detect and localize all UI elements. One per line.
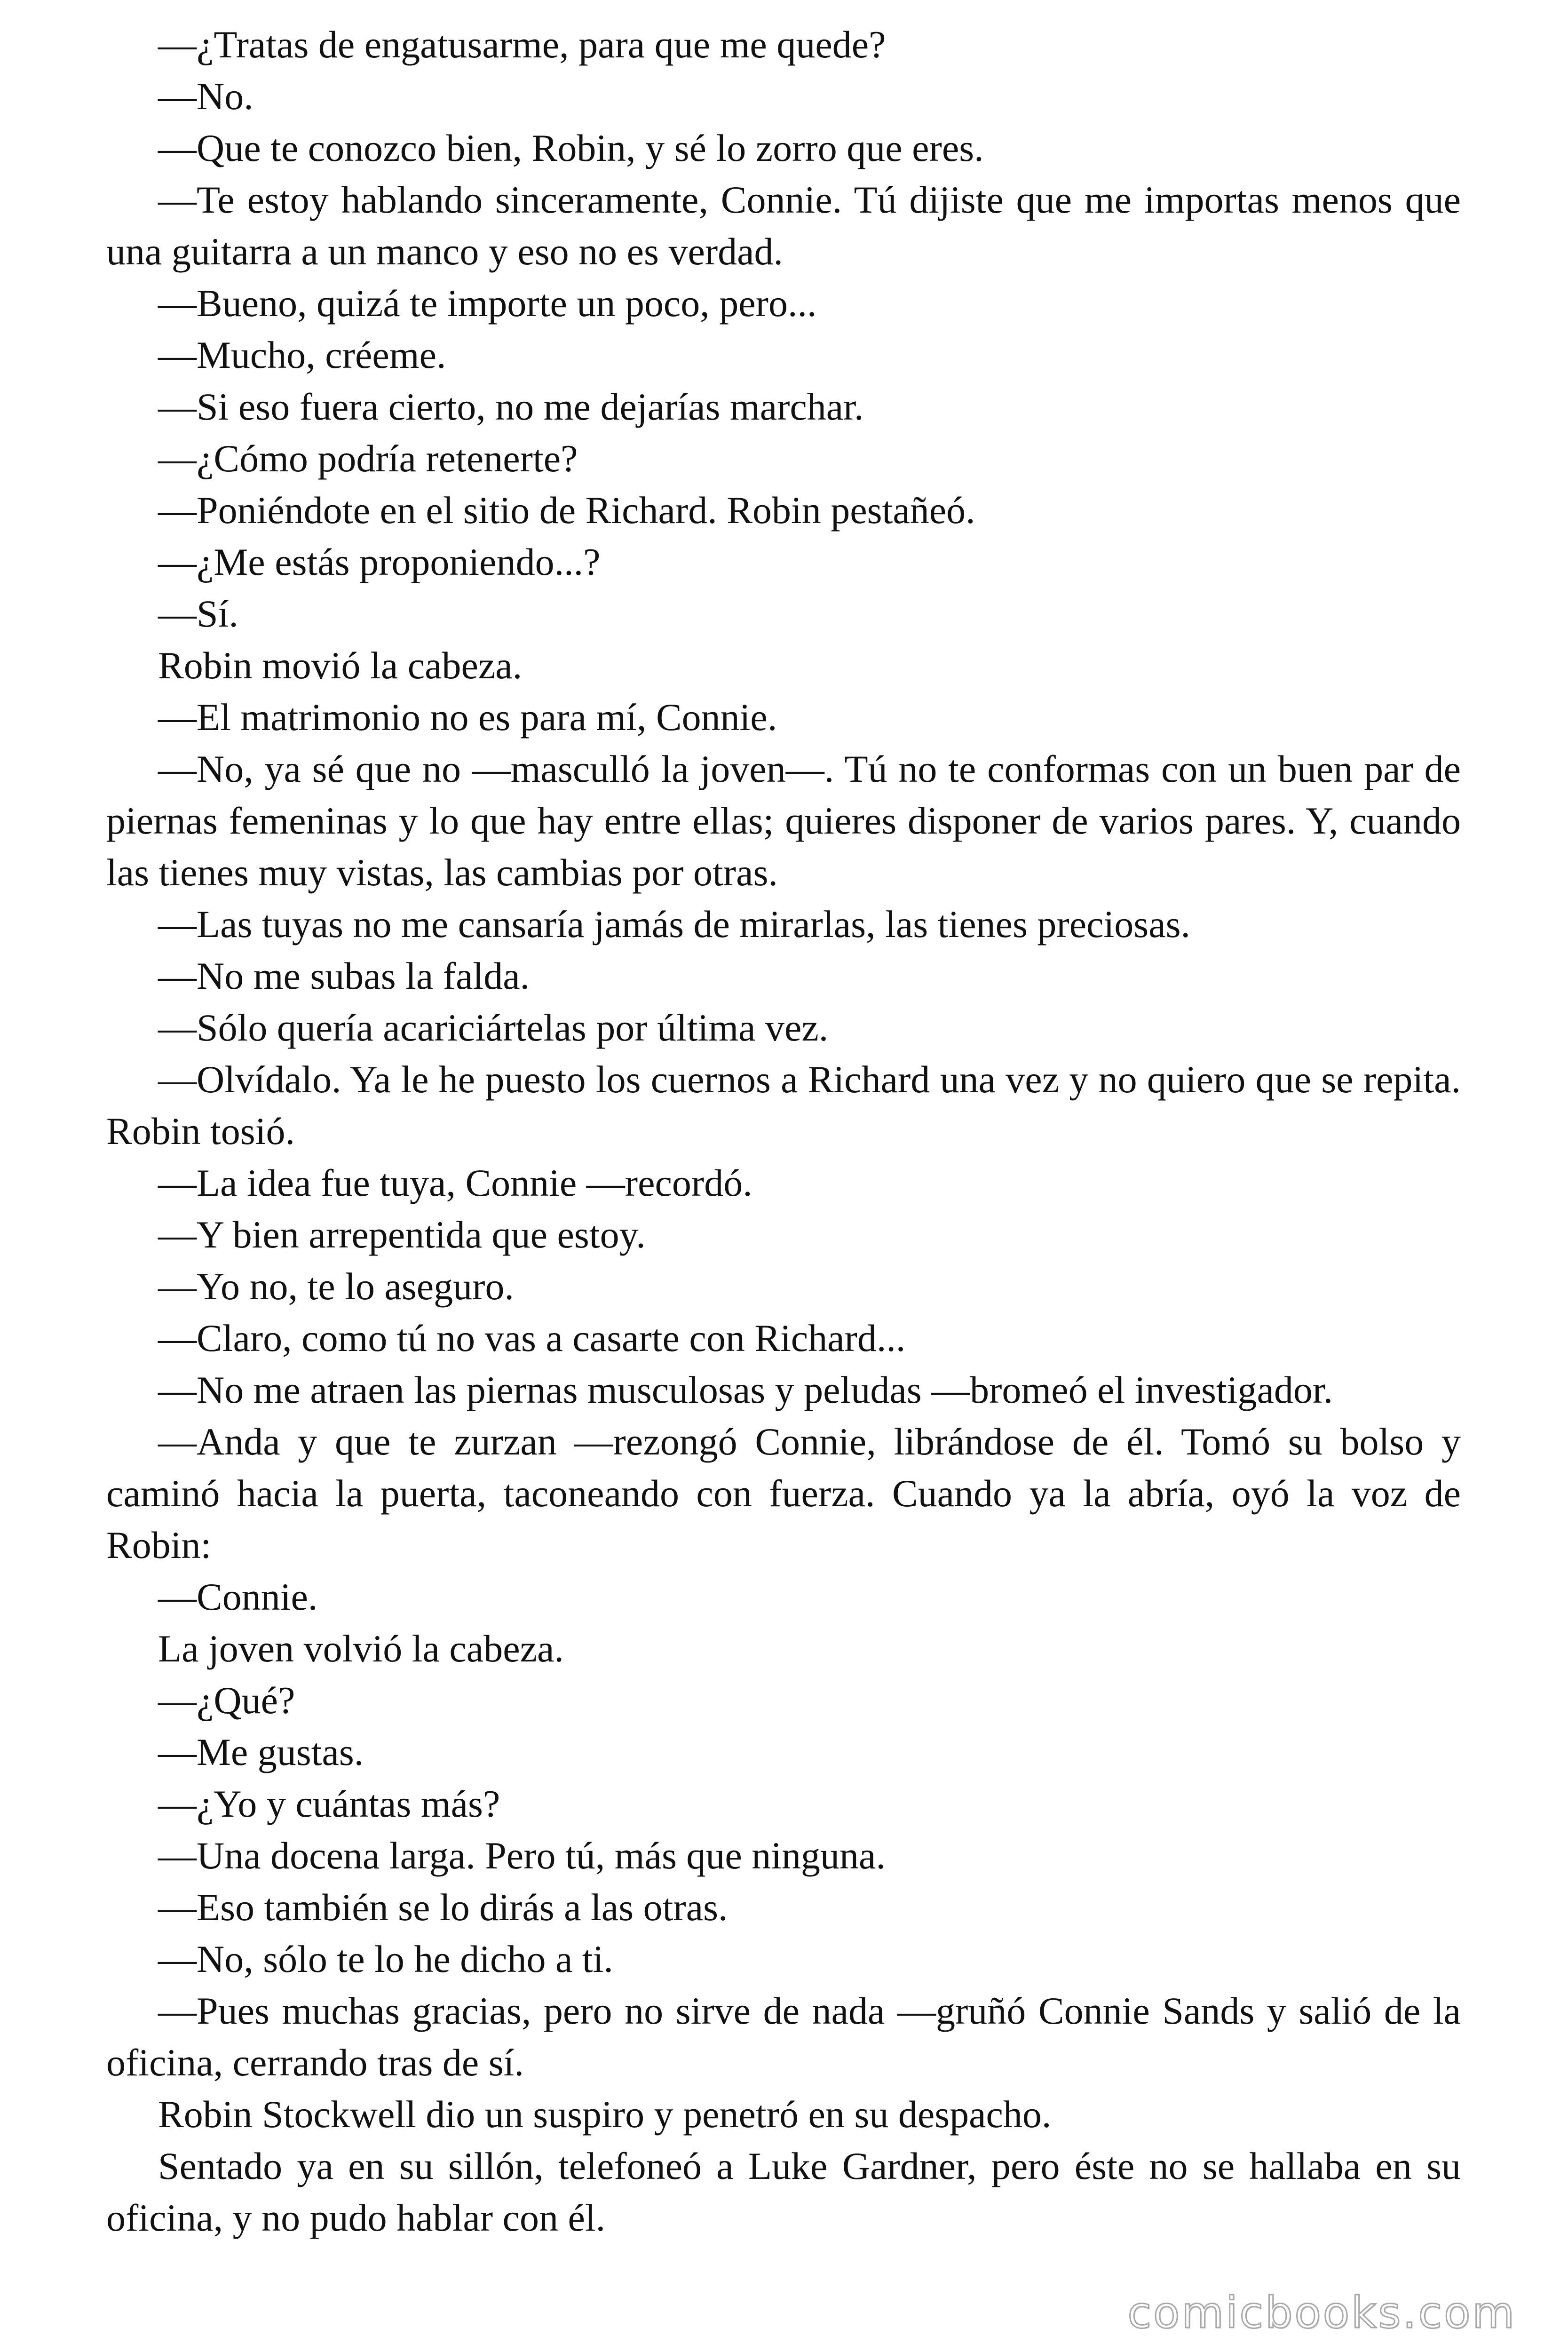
paragraph: Robin movió la cabeza. [158,644,523,687]
paragraph: —¿Yo y cuántas más? [158,1782,500,1825]
paragraph: —Y bien arrepentida que estoy. [158,1213,646,1256]
paragraph: —Que te conozco bien, Robin, y sé lo zorro que eres. [158,127,984,169]
paragraph: —Connie. [158,1575,318,1618]
paragraph: —Claro, como tú no vas a casarte con Richard... [158,1317,906,1359]
paragraph: Robin Stockwell dio un suspiro y penetró en su despacho. [158,2093,1052,2136]
paragraph: —Si eso fuera cierto, no me dejarías marchar. [158,385,864,428]
paragraph: —Una docena larga. Pero tú, más que ninguna. [158,1834,886,1877]
paragraph: —Sí. [158,592,238,635]
paragraph: —No, sólo te lo he dicho a ti. [158,1938,613,1980]
paragraph: Sentado ya en su sillón, telefoneó a Luke Gardner, pero éste no se hallaba en su oficina, y no pudo hablar con él. [106,2145,1461,2239]
paragraph: —Las tuyas no me cansaría jamás de mirarlas, las tienes preciosas. [158,903,1191,946]
paragraph: —Mucho, créeme. [158,334,446,376]
watermark: comicbooks.com [1127,2288,1516,2338]
paragraph: —Anda y que te zurzan —rezongó Connie, librándose de él. Tomó su bolso y caminó hacia la puerta, taconeando con fuerza. Cuando ya la abría, oyó la voz de Robin: [106,1420,1461,1566]
paragraph: —Sólo quería acariciártelas por última vez. [158,1006,829,1049]
paragraph: —El matrimonio no es para mí, Connie. [158,696,777,739]
paragraph: —Me gustas. [158,1731,364,1773]
paragraph: —No me atraen las piernas musculosas y peludas —bromeó el investigador. [158,1368,1333,1411]
paragraph: —Olvídalo. Ya le he puesto los cuernos a Richard una vez y no quiero que se repita. Robin tosió. [106,1058,1461,1152]
paragraph: —No. [158,75,253,118]
paragraph: —¿Tratas de engatusarme, para que me quede? [158,23,886,66]
paragraph: —Te estoy hablando sinceramente, Connie. Tú dijiste que me importas menos que una guitarra a un manco y eso no es verdad. [106,178,1461,273]
paragraph: —Pues muchas gracias, pero no sirve de nada —gruñó Connie Sands y salió de la oficina, cerrando tras de sí. [106,1989,1461,2084]
paragraph: —¿Qué? [158,1679,295,1722]
paragraph: —Poniéndote en el sitio de Richard. Robin pestañeó. [158,489,975,532]
paragraph: —¿Cómo podría retenerte? [158,437,578,480]
paragraph: —Bueno, quizá te importe un poco, pero... [158,282,817,325]
paragraph: —¿Me estás proponiendo...? [158,540,601,583]
paragraph: —La idea fue tuya, Connie —recordó. [158,1161,752,1204]
page-body [106,19,1461,2244]
paragraph: La joven volvió la cabeza. [158,1627,564,1670]
paragraph: —No me subas la falda. [158,954,530,997]
paragraph: —Eso también se lo dirás a las otras. [158,1886,728,1929]
paragraph: —Yo no, te lo aseguro. [158,1265,514,1308]
paragraph: —No, ya sé que no —masculló la joven—. Tú no te conformas con un buen par de piernas femeninas y lo que hay entre ellas; quieres disponer de varios pares. Y, cuando las tienes muy vistas, las cambias por otras. [106,747,1461,894]
